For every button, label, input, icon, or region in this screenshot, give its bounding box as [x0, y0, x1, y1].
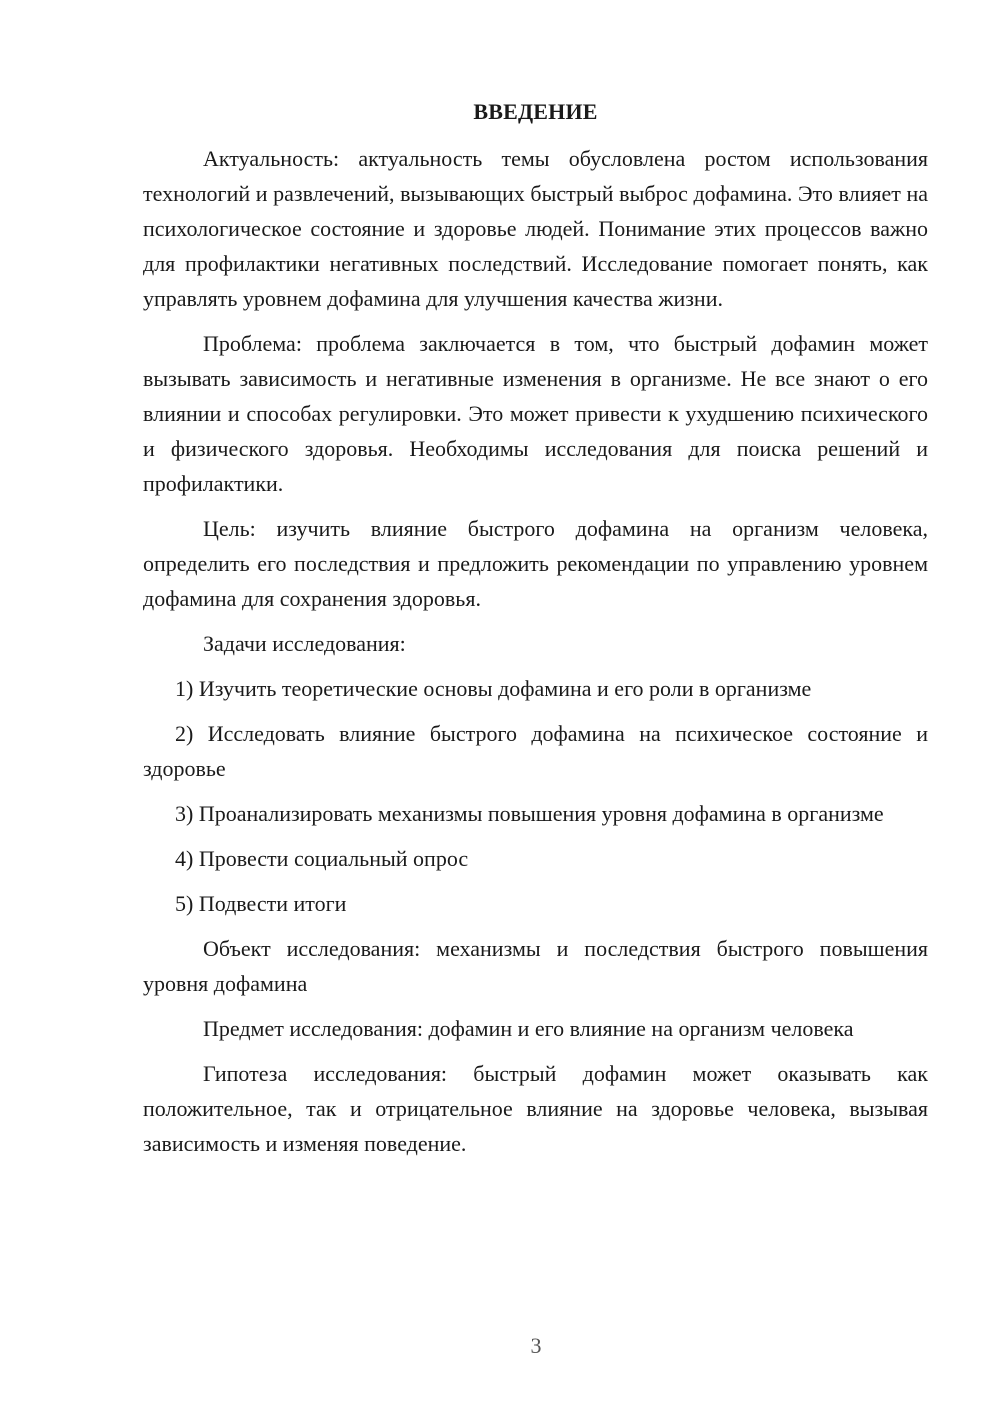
document-page — [143, 94, 928, 1171]
paragraph-goal: Цель: изучить влияние быстрого дофамина на организм человека, определить его последствия и предложить рекомендации по управлению уровнем дофамина для сохранения здоровья. — [143, 516, 928, 611]
task-item-4: 4) Провести социальный опрос — [175, 846, 469, 871]
paragraph-problem: Проблема: проблема заключается в том, что быстрый дофамин может вызывать зависимость и негативные изменения в организме. Не все знают о его влиянии и способах регулировки. Это может привести к ухудшению психического и физического здоровья. Необходимы исследования для поиска решений и профилактики. — [143, 331, 928, 496]
page-title: ВВЕДЕНИЕ — [473, 99, 598, 124]
task-item-3: 3) Проанализировать механизмы повышения уровня дофамина в организме — [175, 801, 884, 826]
tasks-heading: Задачи исследования: — [203, 631, 406, 656]
task-item-1: 1) Изучить теоретические основы дофамина и его роли в организме — [175, 676, 812, 701]
task-item-2: 2) Исследовать влияние быстрого дофамина на психическое состояние и здоровье — [143, 721, 928, 781]
paragraph-hypothesis: Гипотеза исследования: быстрый дофамин может оказывать как положительное, так и отрицательное влияние на здоровье человека, вызывая зависимость и изменяя поведение. — [143, 1061, 928, 1156]
page-number: 3 — [530, 1333, 542, 1358]
task-item-5: 5) Подвести итоги — [175, 891, 347, 916]
paragraph-subject: Предмет исследования: дофамин и его влияние на организм человека — [203, 1016, 854, 1041]
paragraph-object: Объект исследования: механизмы и последствия быстрого повышения уровня дофамина — [143, 936, 928, 996]
paragraph-relevance: Актуальность: актуальность темы обусловлена ростом использования технологий и развлечений, вызывающих быстрый выброс дофамина. Это влияет на психологическое состояние и здоровье людей. Понимание этих процессов важно для профилактики негативных последствий. Исследование помогает понять, как управлять уровнем дофамина для улучшения качества жизни. — [143, 146, 928, 311]
